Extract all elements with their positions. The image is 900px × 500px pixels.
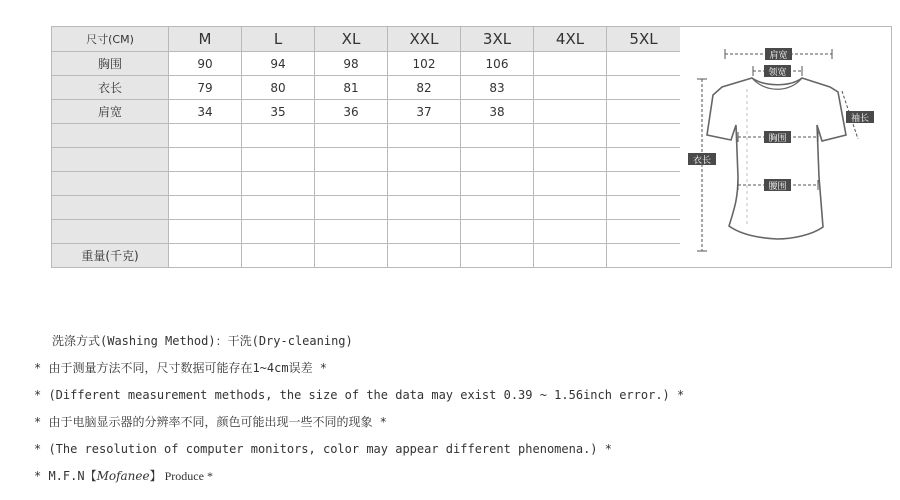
table-cell: 82 xyxy=(388,76,461,100)
table-cell xyxy=(461,244,534,268)
table-cell xyxy=(534,244,607,268)
row-label xyxy=(52,172,169,196)
row-label: 衣长 xyxy=(52,76,169,100)
row-label xyxy=(52,148,169,172)
table-cell xyxy=(388,220,461,244)
table-cell xyxy=(534,52,607,76)
row-label: 重量(千克) xyxy=(52,244,169,268)
table-row xyxy=(52,220,681,244)
size-header-row xyxy=(52,27,681,52)
table-cell xyxy=(242,172,315,196)
color-difference-cn: * 由于电脑显示器的分辨率不同，颜色可能出现一些不同的现象 * xyxy=(34,415,387,429)
table-cell xyxy=(242,196,315,220)
table-cell: 83 xyxy=(461,76,534,100)
care-notes xyxy=(34,332,684,494)
size-chart-table xyxy=(51,26,681,268)
washing-method-text: 洗涤方式(Washing Method)：干洗(Dry-cleaning) xyxy=(52,334,353,348)
table-row xyxy=(52,148,681,172)
table-cell xyxy=(534,148,607,172)
row-label xyxy=(52,220,169,244)
brand-prefix: * M.F.N【 xyxy=(34,469,97,483)
row-label: 肩宽 xyxy=(52,100,169,124)
table-row xyxy=(52,100,681,124)
table-cell xyxy=(607,124,681,148)
brand-logo-script: Mofanee xyxy=(96,469,150,483)
table-row xyxy=(52,172,681,196)
brand-line xyxy=(34,467,684,494)
corner-label: 尺寸(CM) xyxy=(52,27,169,52)
table-cell xyxy=(315,196,388,220)
table-cell: 80 xyxy=(242,76,315,100)
table-cell: 38 xyxy=(461,100,534,124)
table-cell xyxy=(169,124,242,148)
size-header: XXL xyxy=(388,27,461,52)
table-cell: 34 xyxy=(169,100,242,124)
table-cell xyxy=(242,244,315,268)
table-cell xyxy=(169,244,242,268)
table-cell: 94 xyxy=(242,52,315,76)
chest-label: 胸围 xyxy=(768,134,787,144)
measurement-error-en: * (Different measurement methods, the size of the data may exist 0.39 ~ 1.56inch error.) * xyxy=(34,388,685,402)
tshirt-collar xyxy=(752,78,802,89)
table-cell xyxy=(242,124,315,148)
table-cell xyxy=(534,124,607,148)
table-cell: 98 xyxy=(315,52,388,76)
table-cell xyxy=(534,76,607,100)
table-cell xyxy=(169,196,242,220)
size-header: 4XL xyxy=(534,27,607,52)
table-cell xyxy=(242,148,315,172)
row-label: 胸围 xyxy=(52,52,169,76)
table-cell xyxy=(388,148,461,172)
length-label: 衣长 xyxy=(692,156,712,166)
table-cell: 36 xyxy=(315,100,388,124)
table-cell xyxy=(169,220,242,244)
table-cell: 102 xyxy=(388,52,461,76)
table-cell: 90 xyxy=(169,52,242,76)
size-header: 3XL xyxy=(461,27,534,52)
table-cell: 106 xyxy=(461,52,534,76)
table-cell xyxy=(315,148,388,172)
table-cell xyxy=(607,220,681,244)
table-row xyxy=(52,124,681,148)
table-cell xyxy=(388,172,461,196)
table-cell xyxy=(388,196,461,220)
size-header: 5XL xyxy=(607,27,681,52)
table-cell xyxy=(607,244,681,268)
table-cell xyxy=(607,52,681,76)
table-row xyxy=(52,76,681,100)
table-cell xyxy=(461,124,534,148)
table-cell xyxy=(315,172,388,196)
table-cell xyxy=(461,220,534,244)
table-cell xyxy=(607,196,681,220)
table-cell xyxy=(242,220,315,244)
table-cell xyxy=(169,172,242,196)
table-cell xyxy=(607,148,681,172)
size-header: XL xyxy=(315,27,388,52)
table-row-weight xyxy=(52,244,681,268)
table-cell xyxy=(315,220,388,244)
table-cell xyxy=(534,172,607,196)
table-cell xyxy=(607,76,681,100)
table-cell: 37 xyxy=(388,100,461,124)
tshirt-outline xyxy=(707,78,846,239)
table-cell xyxy=(315,244,388,268)
measurement-error-cn: * 由于测量方法不同，尺寸数据可能存在1~4cm误差 * xyxy=(34,361,328,375)
table-cell xyxy=(388,124,461,148)
row-label xyxy=(52,124,169,148)
tshirt-measurement-diagram xyxy=(680,27,892,269)
table-cell: 35 xyxy=(242,100,315,124)
table-cell xyxy=(534,220,607,244)
color-difference-en: * (The resolution of computer monitors, color may appear different phenomena.) * xyxy=(34,442,612,456)
measurement-diagram-panel xyxy=(680,26,892,268)
table-cell xyxy=(461,148,534,172)
size-header: L xyxy=(242,27,315,52)
table-cell xyxy=(534,196,607,220)
table-cell xyxy=(607,100,681,124)
table-cell xyxy=(534,100,607,124)
table-cell: 81 xyxy=(315,76,388,100)
table-cell xyxy=(607,172,681,196)
table-row xyxy=(52,52,681,76)
table-cell xyxy=(461,172,534,196)
waist-label: 腰围 xyxy=(768,182,787,192)
table-cell xyxy=(461,196,534,220)
size-header: M xyxy=(169,27,242,52)
row-label xyxy=(52,196,169,220)
table-cell xyxy=(388,244,461,268)
table-cell: 79 xyxy=(169,76,242,100)
brand-suffix: 】 Produce * xyxy=(149,469,213,483)
table-cell xyxy=(315,124,388,148)
sleeve-label: 袖长 xyxy=(850,114,870,124)
table-row xyxy=(52,196,681,220)
table-cell xyxy=(169,148,242,172)
collar-label: 领宽 xyxy=(768,68,787,78)
shoulder-label: 肩宽 xyxy=(769,51,788,61)
